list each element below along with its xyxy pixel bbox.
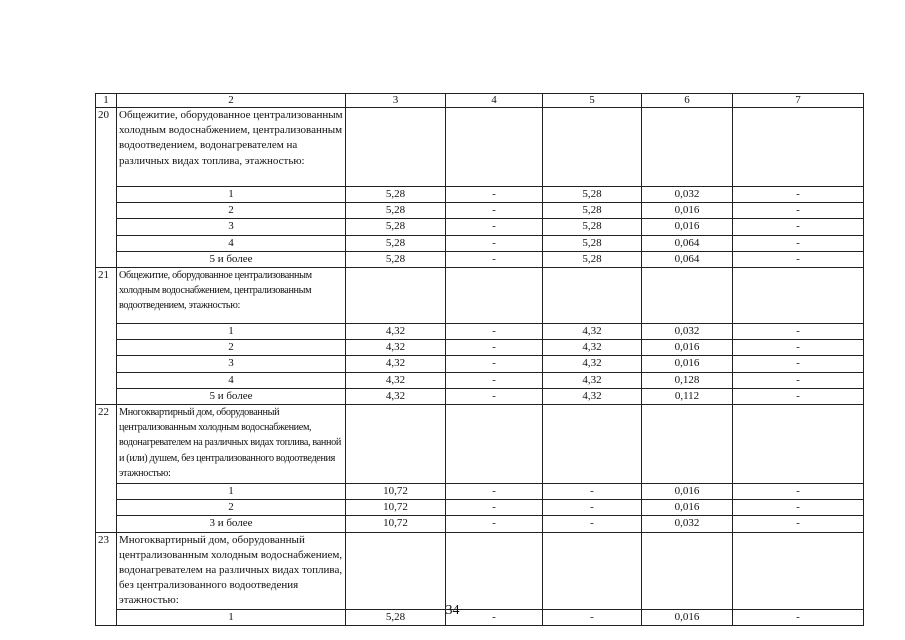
empty-cell <box>642 268 733 324</box>
floor-count-cell: 2 <box>117 203 346 219</box>
value-col6-cell: 0,016 <box>642 484 733 500</box>
value-col7-cell: - <box>733 372 864 388</box>
row-number: 22 <box>96 405 117 533</box>
empty-cell <box>642 405 733 484</box>
empty-cell <box>543 405 642 484</box>
group-description-row <box>96 532 864 609</box>
value-col4-cell: - <box>446 500 543 516</box>
value-col4-cell: - <box>446 609 543 625</box>
value-col7-cell: - <box>733 219 864 235</box>
value-col5-cell: 5,28 <box>543 235 642 251</box>
value-col3-cell: 4,32 <box>346 372 446 388</box>
value-col5-cell: 5,28 <box>543 187 642 203</box>
column-header: 7 <box>733 94 864 108</box>
column-header: 5 <box>543 94 642 108</box>
value-col7-cell: - <box>733 356 864 372</box>
value-col7-cell: - <box>733 324 864 340</box>
value-col4-cell: - <box>446 187 543 203</box>
value-col3-cell: 5,28 <box>346 187 446 203</box>
table-row <box>96 203 864 219</box>
column-header: 1 <box>96 94 117 108</box>
value-col3-cell: 4,32 <box>346 340 446 356</box>
row-number: 20 <box>96 108 117 268</box>
value-col4-cell: - <box>446 324 543 340</box>
empty-cell <box>346 108 446 187</box>
value-col6-cell: 0,064 <box>642 235 733 251</box>
value-col4-cell: - <box>446 219 543 235</box>
floor-count-cell: 3 и более <box>117 516 346 532</box>
column-number-row <box>96 94 864 108</box>
empty-cell <box>733 405 864 484</box>
value-col3-cell: 10,72 <box>346 484 446 500</box>
table-row <box>96 516 864 532</box>
value-col4-cell: - <box>446 484 543 500</box>
value-col7-cell: - <box>733 251 864 267</box>
floor-count-cell: 1 <box>117 324 346 340</box>
value-col5-cell: 5,28 <box>543 203 642 219</box>
value-col4-cell: - <box>446 356 543 372</box>
value-col3-cell: 4,32 <box>346 388 446 404</box>
floor-count-cell: 4 <box>117 372 346 388</box>
empty-cell <box>733 108 864 187</box>
table-row <box>96 372 864 388</box>
floor-count-cell: 5 и более <box>117 388 346 404</box>
floor-count-cell: 4 <box>117 235 346 251</box>
table-row <box>96 235 864 251</box>
value-col3-cell: 5,28 <box>346 203 446 219</box>
group-description-row <box>96 268 864 324</box>
building-description: Многоквартирный дом, оборудованный централизованным холодным водоснабжением, водонагревателем на различных видах топлива, ванной и (или) душем, без централизованного водоотведения этажностью: <box>117 405 346 484</box>
value-col7-cell: - <box>733 484 864 500</box>
table-row <box>96 187 864 203</box>
group-description-row <box>96 405 864 484</box>
value-col3-cell: 5,28 <box>346 251 446 267</box>
value-col7-cell: - <box>733 340 864 356</box>
table-row <box>96 484 864 500</box>
value-col5-cell: - <box>543 516 642 532</box>
value-col5-cell: 4,32 <box>543 356 642 372</box>
column-header: 2 <box>117 94 346 108</box>
value-col6-cell: 0,032 <box>642 516 733 532</box>
table-row <box>96 251 864 267</box>
floor-count-cell: 2 <box>117 340 346 356</box>
value-col3-cell: 10,72 <box>346 500 446 516</box>
empty-cell <box>543 532 642 609</box>
value-col6-cell: 0,112 <box>642 388 733 404</box>
value-col5-cell: - <box>543 484 642 500</box>
value-col3-cell: 5,28 <box>346 609 446 625</box>
value-col3-cell: 4,32 <box>346 324 446 340</box>
empty-cell <box>446 532 543 609</box>
value-col6-cell: 0,032 <box>642 187 733 203</box>
value-col3-cell: 4,32 <box>346 356 446 372</box>
floor-count-cell: 1 <box>117 187 346 203</box>
value-col5-cell: - <box>543 609 642 625</box>
table-row <box>96 388 864 404</box>
table-row <box>96 340 864 356</box>
empty-cell <box>446 268 543 324</box>
empty-cell <box>642 532 733 609</box>
floor-count-cell: 2 <box>117 500 346 516</box>
empty-cell <box>543 108 642 187</box>
building-description: Общежитие, оборудованное централизованным холодным водоснабжением, централизованным водоотведением, этажностью: <box>117 268 346 324</box>
value-col7-cell: - <box>733 500 864 516</box>
value-col5-cell: 4,32 <box>543 340 642 356</box>
column-header: 4 <box>446 94 543 108</box>
page-number: 34 <box>445 603 460 618</box>
value-col6-cell: 0,016 <box>642 219 733 235</box>
floor-count-cell: 1 <box>117 609 346 625</box>
empty-cell <box>733 532 864 609</box>
value-col7-cell: - <box>733 187 864 203</box>
value-col4-cell: - <box>446 388 543 404</box>
table-row <box>96 219 864 235</box>
group-description-row <box>96 108 864 187</box>
value-col7-cell: - <box>733 388 864 404</box>
value-col4-cell: - <box>446 235 543 251</box>
empty-cell <box>733 268 864 324</box>
column-header: 6 <box>642 94 733 108</box>
table-row <box>96 324 864 340</box>
floor-count-cell: 3 <box>117 356 346 372</box>
value-col5-cell: 5,28 <box>543 251 642 267</box>
value-col6-cell: 0,016 <box>642 609 733 625</box>
floor-count-cell: 1 <box>117 484 346 500</box>
value-col6-cell: 0,016 <box>642 340 733 356</box>
value-col4-cell: - <box>446 516 543 532</box>
value-col4-cell: - <box>446 340 543 356</box>
value-col7-cell: - <box>733 203 864 219</box>
empty-cell <box>543 268 642 324</box>
table-row <box>96 500 864 516</box>
norms-table <box>95 93 864 626</box>
value-col6-cell: 0,032 <box>642 324 733 340</box>
value-col5-cell: 5,28 <box>543 219 642 235</box>
value-col6-cell: 0,064 <box>642 251 733 267</box>
empty-cell <box>346 405 446 484</box>
empty-cell <box>642 108 733 187</box>
value-col4-cell: - <box>446 203 543 219</box>
empty-cell <box>346 268 446 324</box>
row-number: 23 <box>96 532 117 625</box>
value-col7-cell: - <box>733 235 864 251</box>
floor-count-cell: 3 <box>117 219 346 235</box>
value-col6-cell: 0,016 <box>642 203 733 219</box>
value-col5-cell: - <box>543 500 642 516</box>
value-col3-cell: 5,28 <box>346 235 446 251</box>
empty-cell <box>346 532 446 609</box>
value-col6-cell: 0,016 <box>642 500 733 516</box>
table-row <box>96 356 864 372</box>
building-description: Общежитие, оборудованное централизованным холодным водоснабжением, централизованным водоотведением, водонагревателем на различных видах топлива, этажностью: <box>117 108 346 187</box>
value-col4-cell: - <box>446 372 543 388</box>
value-col5-cell: 4,32 <box>543 324 642 340</box>
value-col5-cell: 4,32 <box>543 372 642 388</box>
floor-count-cell: 5 и более <box>117 251 346 267</box>
value-col3-cell: 10,72 <box>346 516 446 532</box>
value-col7-cell: - <box>733 516 864 532</box>
value-col6-cell: 0,128 <box>642 372 733 388</box>
empty-cell <box>446 108 543 187</box>
value-col7-cell: - <box>733 609 864 625</box>
value-col6-cell: 0,016 <box>642 356 733 372</box>
empty-cell <box>446 405 543 484</box>
building-description: Многоквартирный дом, оборудованный централизованным холодным водоснабжением, водонагревателем на различных видах топлива, без централизованного водоотведения этажностью: <box>117 532 346 609</box>
row-number: 21 <box>96 268 117 405</box>
column-header: 3 <box>346 94 446 108</box>
value-col4-cell: - <box>446 251 543 267</box>
value-col3-cell: 5,28 <box>346 219 446 235</box>
value-col5-cell: 4,32 <box>543 388 642 404</box>
